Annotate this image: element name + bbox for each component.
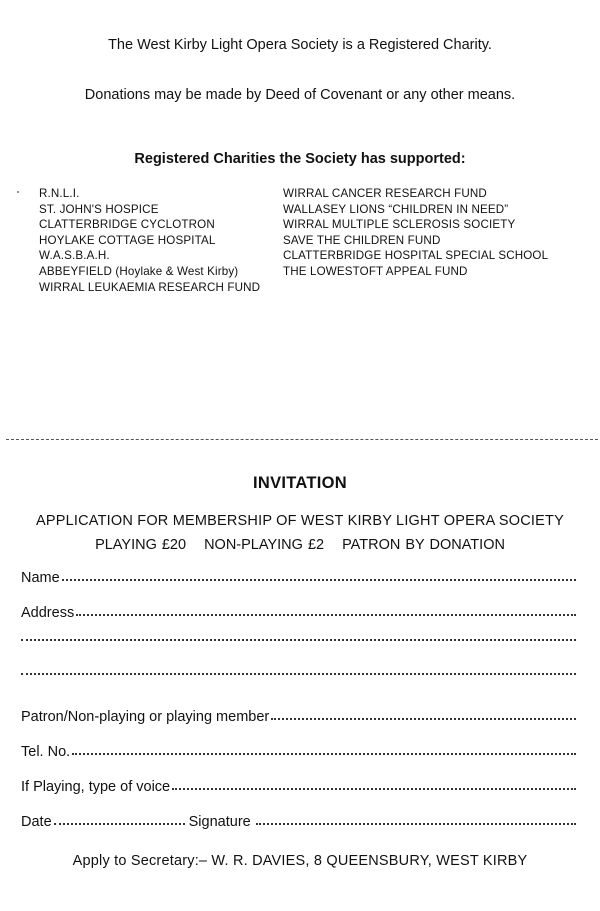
scan-speck [17,191,19,193]
charity-item: SAVE THE CHILDREN FUND [283,233,441,247]
name-field-row [21,570,576,590]
charity-item: WIRRAL MULTIPLE SCLEROSIS SOCIETY [283,218,516,232]
member-type-field-row [21,709,576,729]
charity-item: WIRRAL CANCER RESEARCH FUND [283,187,487,200]
charity-list-left [39,186,260,295]
fee-playing: PLAYING £20 [95,537,187,553]
address-line-2-field[interactable] [21,639,576,641]
membership-fees [0,537,600,553]
signature-field[interactable] [256,823,576,825]
address-line-3-row [21,674,576,694]
date-signature-row [21,814,576,834]
charity-item: W.A.S.B.A.H. [39,249,110,263]
fee-non-playing: NON-PLAYING £2 [204,537,325,553]
voice-label: If Playing, type of voice [21,779,171,795]
secretary-address: Apply to Secretary:– W. R. DAVIES, 8 QUEENSBURY, WEST KIRBY [72,853,528,869]
charity-item: CLATTERBRIDGE HOSPITAL SPECIAL SCHOOL [283,249,549,263]
address-line-2-row [21,640,576,660]
member-type-field[interactable] [271,718,576,720]
charity-item: ST. JOHN'S HOSPICE [39,202,159,216]
tel-field-row [21,744,576,764]
name-label: Name [21,570,60,586]
charity-item: HOYLAKE COTTAGE HOSPITAL [39,233,216,247]
invitation-title: INVITATION [252,474,348,492]
charity-item: WIRRAL LEUKAEMIA RESEARCH FUND [39,280,261,294]
charity-item: CLATTERBRIDGE CYCLOTRON [39,218,215,232]
charity-statement: The West Kirby Light Opera Society is a Registered Charity. [108,37,492,53]
application-line: APPLICATION FOR MEMBERSHIP OF WEST KIRBY LIGHT OPERA SOCIETY [36,513,564,529]
member-type-label: Patron/Non-playing or playing member [21,709,270,725]
address-field-row [21,605,576,625]
charity-list-right [283,186,548,280]
charity-item: ABBEYFIELD (Hoylake & West Kirby) [39,264,239,278]
signature-label: Signature [188,814,251,830]
voice-field[interactable] [172,788,576,790]
charity-item: WALLASEY LIONS “CHILDREN IN NEED” [283,202,509,216]
voice-field-row [21,779,576,799]
date-field[interactable] [54,823,185,825]
address-field[interactable] [76,614,576,616]
date-label: Date [21,814,52,830]
donations-statement: Donations may be made by Deed of Covenant or any other means. [84,87,516,103]
tear-off-line [6,439,598,440]
tel-field[interactable] [72,753,576,755]
fee-patron: PATRON BY DONATION [342,537,505,553]
tel-label: Tel. No. [21,744,71,760]
address-label: Address [21,605,75,621]
charity-item: THE LOWESTOFT APPEAL FUND [283,264,468,278]
address-line-3-field[interactable] [21,673,576,675]
charity-item: R.N.L.I. [39,187,80,200]
charities-heading: Registered Charities the Society has supported: [134,151,466,167]
name-field[interactable] [62,579,576,581]
